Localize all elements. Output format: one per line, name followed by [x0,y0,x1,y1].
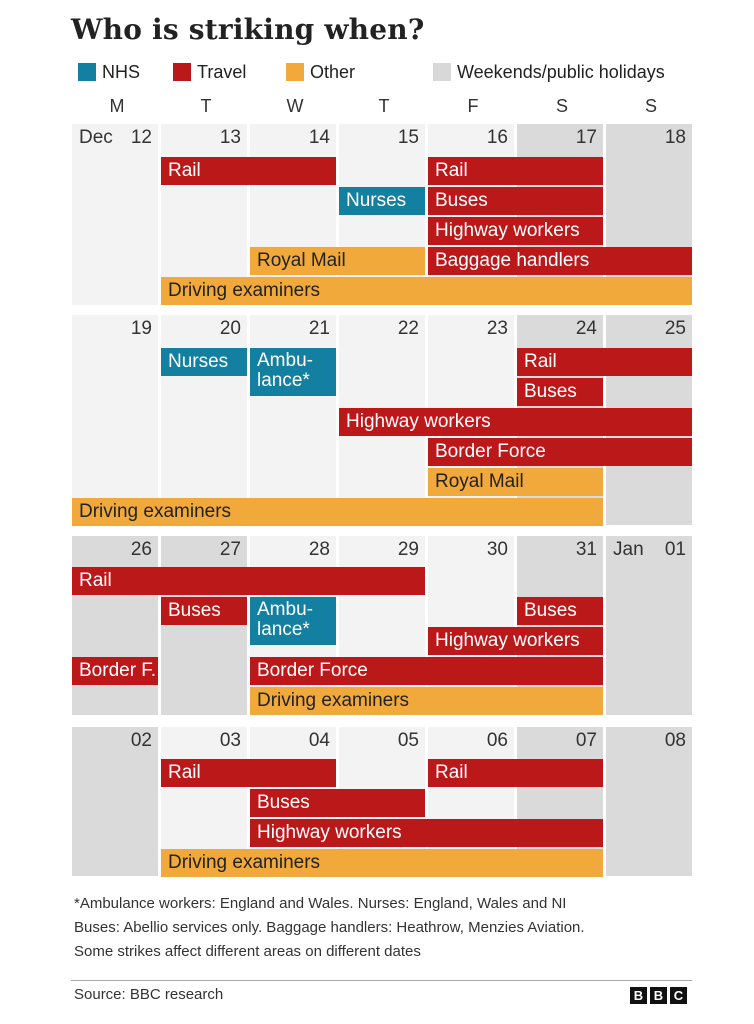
date-label: 29 [397,539,419,560]
month-label: Dec [79,127,113,148]
strike-bar-ambu-lance: Ambu- lance* [250,597,336,645]
day-header: T [200,96,212,116]
date-label: 03 [219,730,241,751]
source-credit: Source: BBC research [74,986,224,1003]
date-label: 22 [397,318,419,339]
date-label: 15 [397,127,419,148]
date-label: 21 [308,318,330,339]
strike-bar-buses: Buses [517,378,603,406]
footnote-ambulance: *Ambulance workers: England and Wales. Nurses: England, Wales and NI [74,895,567,912]
bbc-logo-letter-1: B [630,987,647,1004]
day-header: W [286,96,304,116]
date-label: 31 [575,539,597,560]
strike-bar-highway-workers: Highway workers [428,627,603,655]
strike-bar-highway-workers: Highway workers [428,217,603,245]
strike-bar-buses: Buses [428,187,603,215]
date-label: 20 [219,318,241,339]
date-label: 07 [575,730,597,751]
strike-bar-border-f: Border F. [72,657,158,685]
strike-bar-driving-examiners: Driving examiners [161,277,692,305]
holiday-cell [72,536,158,715]
strike-bar-highway-workers: Highway workers [250,819,603,847]
strike-bar-buses: Buses [161,597,247,625]
strike-bar-rail: Rail [72,567,425,595]
chart-title: Who is striking when? [71,13,425,46]
strike-bar-rail: Rail [428,157,603,185]
date-label: 23 [486,318,508,339]
holiday-cell [606,536,692,715]
strike-bar-rail: Rail [161,157,336,185]
holiday-cell [161,536,247,715]
strike-bar-royal-mail: Royal Mail [428,468,603,496]
day-header: S [555,96,568,116]
strike-bar-nurses: Nurses [339,187,425,215]
date-label: 12 [130,127,152,148]
strike-bar-driving-examiners: Driving examiners [250,687,603,715]
date-label: 27 [219,539,241,560]
strike-bar-border-force: Border Force [250,657,603,685]
bbc-logo-letter-3: C [670,987,687,1004]
legend-label: NHS [102,61,141,82]
day-cell [250,315,336,525]
strike-bar-rail: Rail [161,759,336,787]
strike-bar-ambu-lance: Ambu- lance* [250,348,336,396]
footnote-buses: Buses: Abellio services only. Baggage handlers: Heathrow, Menzies Aviation. [74,919,585,936]
strike-bar-driving-examiners: Driving examiners [161,849,603,877]
strike-bar-highway-workers: Highway workers [339,408,692,436]
date-label: 16 [486,127,508,148]
strike-bar-driving-examiners: Driving examiners [72,498,603,526]
legend-label: Other [310,61,356,82]
day-header: M [109,96,125,116]
strike-bar-rail: Rail [517,348,692,376]
strike-bar-rail: Rail [428,759,603,787]
strike-bar-buses: Buses [250,789,425,817]
date-label: 14 [308,127,330,148]
legend-label: Travel [197,61,247,82]
date-label: 25 [664,318,686,339]
date-label: 28 [308,539,330,560]
bbc-logo [630,987,687,1004]
date-label: 13 [219,127,241,148]
strike-bar-nurses: Nurses [161,348,247,376]
strike-bar-buses: Buses [517,597,603,625]
day-cell [161,315,247,525]
day-cell [72,315,158,525]
date-label: 06 [486,730,508,751]
month-label: Jan [613,539,644,560]
legend-label: Weekends/public holidays [457,61,665,82]
day-header: F [467,96,479,116]
day-cell [72,124,158,305]
date-label: 18 [664,127,686,148]
date-label: 05 [397,730,419,751]
strike-bar-border-force: Border Force [428,438,692,466]
footnote-areas: Some strikes affect different areas on different dates [74,943,421,960]
strike-bar-baggage-handlers: Baggage handlers [428,247,692,275]
date-label: 01 [664,539,686,560]
divider-rule [71,980,692,981]
date-label: 24 [575,318,597,339]
day-header: T [378,96,390,116]
date-label: 08 [664,730,686,751]
date-label: 04 [308,730,330,751]
date-label: 19 [130,318,152,339]
strike-bar-royal-mail: Royal Mail [250,247,425,275]
bbc-logo-letter-2: B [650,987,667,1004]
date-label: 17 [575,127,597,148]
date-label: 30 [486,539,508,560]
date-label: 02 [130,730,152,751]
day-header: S [644,96,657,116]
date-label: 26 [130,539,152,560]
